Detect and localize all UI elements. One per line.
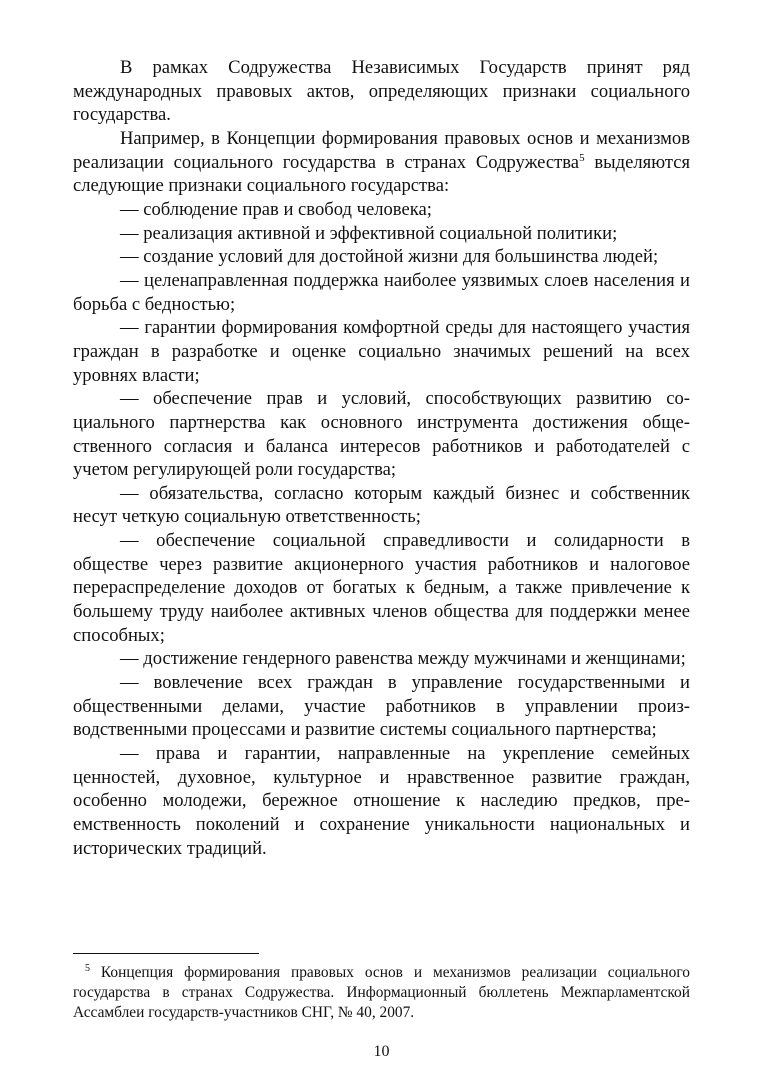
list-item: — достижение гендерного равенства между мужчинами и женщинами; [120, 648, 686, 670]
list-item: — обеспечение прав и условий, способствующих развитию социального партнерства как основного инструмента достижения общественного согласия и баланса интересов работников и работодателей с учетом регулирующей роли государства; [73, 388, 690, 481]
list-item: — обеспечение социальной справедливости и солидарности в обществе через развитие акционерного участия работников и налоговое перераспределение доходов от богатых к бедным, а также привлечение к большему труду наиболее активных членов общества для поддержки менее способных; [73, 530, 690, 646]
list-item: — целенаправленная поддержка наиболее уязвимых слоев населения и борьба с бедностью; [73, 269, 690, 315]
footnote [73, 963, 690, 1023]
concept-paragraph-tail: выделяются следующие признаки социального государства: [73, 151, 690, 197]
page-number: 10 [373, 1043, 390, 1060]
concept-paragraph-text: Например, в Концепции формирования правовых основ и механизмов реализации социального государства в странах Содружества [73, 127, 690, 173]
concept-paragraph [73, 127, 690, 198]
main-text [73, 56, 690, 860]
list-item: — реализация активной и эффективной социальной политики; [120, 222, 618, 244]
footnote-text: Концепция формирования правовых основ и механизмов реализации социального государства в странах Содружества. Информационный бюллетень Межпарламентской Ассамблеи государств-участников СНГ, № 40, 2007. [73, 964, 690, 1021]
footnote-marker: 5 [85, 962, 90, 974]
list-item: — вовлечение всех граждан в управление государственными и общественными делами, участие работников в управлении производственными процессами и развитие системы социального партнерства; [73, 672, 690, 741]
footnote-divider [73, 953, 259, 954]
footnote-reference: 5 [579, 151, 585, 164]
list-item: — обязательства, согласно которым каждый бизнес и собственник несут четкую социальную ответственность; [73, 482, 690, 528]
list-item: — создание условий для достойной жизни для большинства людей; [120, 246, 659, 268]
list-item: — соблюдение прав и свобод человека; [120, 198, 432, 220]
intro-paragraph: В рамках Содружества Независимых Государств принят ряд международных правовых актов, определяющих признаки социального государства. [73, 57, 690, 126]
list-item: — гарантии формирования комфортной среды для настоящего участия граждан в разработке и оценке социально значимых решений на всех уровнях власти; [73, 317, 690, 386]
list-item: — права и гарантии, направленные на укрепление семейных ценностей, духовное, культурное и нравственное развитие граждан, особенно молодежи, бережное отношение к наследию предков, преемственность поколений и сохранение уникальности национальных и исторических традиций. [73, 743, 690, 859]
